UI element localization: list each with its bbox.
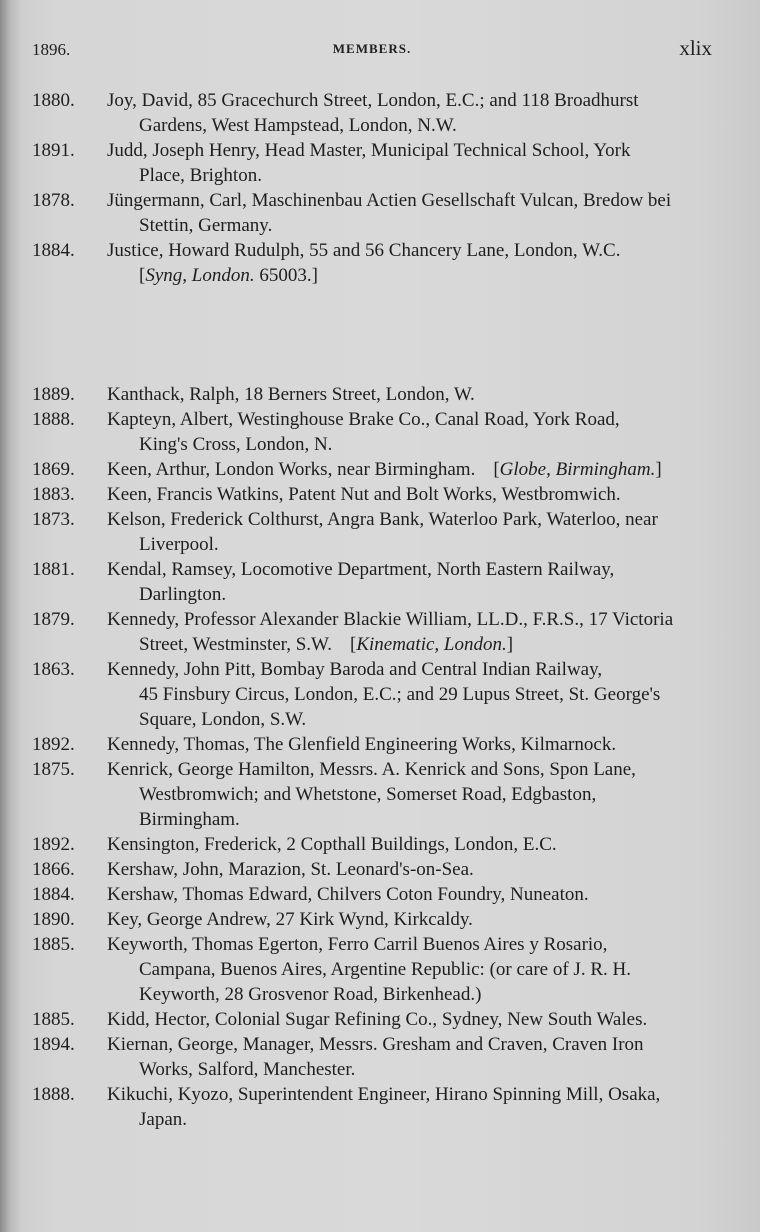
telegraphic-address: [Syng, London. 65003.] bbox=[139, 265, 318, 286]
election-year: 1888. bbox=[32, 1084, 75, 1105]
member-entry bbox=[32, 607, 724, 657]
member-entry bbox=[32, 932, 724, 1007]
member-name-line bbox=[107, 1007, 724, 1032]
address-line bbox=[107, 682, 724, 707]
member-entry bbox=[32, 907, 724, 932]
member-group-j bbox=[32, 88, 724, 288]
election-year: 1878. bbox=[32, 190, 75, 211]
address-line bbox=[107, 532, 724, 557]
member-entry bbox=[32, 1082, 724, 1132]
member-entry bbox=[32, 138, 724, 188]
member-entry bbox=[32, 382, 724, 407]
address-line bbox=[107, 632, 724, 657]
entry-text: Kennedy, John Pitt, Bombay Baroda and Central Indian Railway, bbox=[107, 659, 603, 680]
member-entry bbox=[32, 1032, 724, 1082]
election-year: 1881. bbox=[32, 559, 75, 580]
member-entry bbox=[32, 882, 724, 907]
member-name-line bbox=[107, 238, 724, 263]
address-line bbox=[107, 113, 724, 138]
address-line bbox=[107, 782, 724, 807]
member-name-line bbox=[107, 507, 724, 532]
address-line bbox=[107, 957, 724, 982]
entry-text: Square, London, S.W. bbox=[139, 709, 307, 730]
entry-text: Keen, Francis Watkins, Patent Nut and Bolt Works, Westbromwich. bbox=[107, 484, 621, 505]
member-name-line bbox=[107, 482, 724, 507]
election-year: 1891. bbox=[32, 140, 75, 161]
member-entry bbox=[32, 832, 724, 857]
entry-text: Gardens, West Hampstead, London, N.W. bbox=[139, 115, 457, 136]
member-name-line bbox=[107, 457, 724, 482]
telegraphic-address: [Globe, Birmingham.] bbox=[493, 459, 662, 480]
member-list bbox=[32, 88, 724, 1132]
address-line bbox=[107, 807, 724, 832]
member-name-line bbox=[107, 857, 724, 882]
entry-text: Key, George Andrew, 27 Kirk Wynd, Kirkcaldy. bbox=[107, 909, 473, 930]
member-entry bbox=[32, 507, 724, 557]
member-entry bbox=[32, 1007, 724, 1032]
member-name-line bbox=[107, 382, 724, 407]
entry-text: King's Cross, London, N. bbox=[139, 434, 333, 455]
member-name-line bbox=[107, 607, 724, 632]
entry-text: Kershaw, Thomas Edward, Chilvers Coton Foundry, Nuneaton. bbox=[107, 884, 589, 905]
section-gap bbox=[32, 288, 724, 382]
address-line bbox=[107, 1057, 724, 1082]
entry-text: Kendal, Ramsey, Locomotive Department, North Eastern Railway, bbox=[107, 559, 615, 580]
member-entry bbox=[32, 757, 724, 832]
member-entry bbox=[32, 657, 724, 732]
member-name-line bbox=[107, 1032, 724, 1057]
entry-text: 45 Finsbury Circus, London, E.C.; and 29 Lupus Street, St. George's bbox=[139, 684, 661, 705]
election-year: 1880. bbox=[32, 90, 75, 111]
member-entry bbox=[32, 457, 724, 482]
member-name-line bbox=[107, 657, 724, 682]
address-line bbox=[107, 1107, 724, 1132]
member-entry bbox=[32, 188, 724, 238]
entry-text: Works, Salford, Manchester. bbox=[139, 1059, 356, 1080]
entry-text: Kershaw, John, Marazion, St. Leonard's-on-Sea. bbox=[107, 859, 474, 880]
election-year: 1890. bbox=[32, 909, 75, 930]
header-year: 1896. bbox=[32, 40, 71, 59]
member-name-line bbox=[107, 188, 724, 213]
entry-text: Kidd, Hector, Colonial Sugar Refining Co., Sydney, New South Wales. bbox=[107, 1009, 648, 1030]
member-entry bbox=[32, 857, 724, 882]
address-line bbox=[107, 707, 724, 732]
page-header bbox=[32, 36, 712, 60]
address-line bbox=[107, 432, 724, 457]
entry-text: Jüngermann, Carl, Maschinenbau Actien Gesellschaft Vulcan, Bredow bei bbox=[107, 190, 672, 211]
entry-text: Campana, Buenos Aires, Argentine Republic: (or care of J. R. H. bbox=[139, 959, 631, 980]
election-year: 1888. bbox=[32, 409, 75, 430]
member-group-k bbox=[32, 382, 724, 1132]
member-name-line bbox=[107, 907, 724, 932]
entry-text: Keyworth, Thomas Egerton, Ferro Carril Buenos Aires y Rosario, bbox=[107, 934, 608, 955]
member-name-line bbox=[107, 757, 724, 782]
member-entry bbox=[32, 88, 724, 138]
entry-text: Kapteyn, Albert, Westinghouse Brake Co., Canal Road, York Road, bbox=[107, 409, 620, 430]
entry-text: Street, Westminster, S.W. bbox=[139, 634, 332, 655]
member-entry bbox=[32, 407, 724, 457]
election-year: 1875. bbox=[32, 759, 75, 780]
entry-text: Kennedy, Professor Alexander Blackie William, LL.D., F.R.S., 17 Victoria bbox=[107, 609, 674, 630]
member-name-line bbox=[107, 882, 724, 907]
election-year: 1866. bbox=[32, 859, 75, 880]
member-entry bbox=[32, 732, 724, 757]
entry-text: Keen, Arthur, London Works, near Birmingham. bbox=[107, 459, 476, 480]
entry-text: Kennedy, Thomas, The Glenfield Engineering Works, Kilmarnock. bbox=[107, 734, 617, 755]
election-year: 1863. bbox=[32, 659, 75, 680]
member-name-line bbox=[107, 138, 724, 163]
address-line bbox=[107, 582, 724, 607]
member-name-line bbox=[107, 407, 724, 432]
entry-text: Justice, Howard Rudulph, 55 and 56 Chancery Lane, London, W.C. bbox=[107, 240, 621, 261]
entry-text: Kiernan, George, Manager, Messrs. Gresham and Craven, Craven Iron bbox=[107, 1034, 644, 1055]
election-year: 1879. bbox=[32, 609, 75, 630]
election-year: 1885. bbox=[32, 1009, 75, 1030]
entry-text: Westbromwich; and Whetstone, Somerset Road, Edgbaston, bbox=[139, 784, 597, 805]
election-year: 1873. bbox=[32, 509, 75, 530]
election-year: 1883. bbox=[32, 484, 75, 505]
member-name-line bbox=[107, 1082, 724, 1107]
entry-text: Keyworth, 28 Grosvenor Road, Birkenhead.) bbox=[139, 984, 482, 1005]
member-name-line bbox=[107, 732, 724, 757]
page-number: xlix bbox=[679, 36, 712, 60]
entry-text: Kenrick, George Hamilton, Messrs. A. Kenrick and Sons, Spon Lane, bbox=[107, 759, 636, 780]
election-year: 1892. bbox=[32, 734, 75, 755]
member-name-line bbox=[107, 832, 724, 857]
election-year: 1869. bbox=[32, 459, 75, 480]
election-year: 1884. bbox=[32, 884, 75, 905]
entry-text: Kensington, Frederick, 2 Copthall Buildings, London, E.C. bbox=[107, 834, 557, 855]
election-year: 1884. bbox=[32, 240, 75, 261]
member-name-line bbox=[107, 88, 724, 113]
header-title: MEMBERS. bbox=[332, 41, 412, 56]
entry-text: Place, Brighton. bbox=[139, 165, 262, 186]
entry-text: Liverpool. bbox=[139, 534, 219, 555]
entry-text: Kanthack, Ralph, 18 Berners Street, London, W. bbox=[107, 384, 475, 405]
entry-text: Japan. bbox=[139, 1109, 188, 1130]
member-name-line bbox=[107, 932, 724, 957]
entry-text: Darlington. bbox=[139, 584, 227, 605]
member-entry bbox=[32, 482, 724, 507]
member-name-line bbox=[107, 557, 724, 582]
address-line bbox=[107, 163, 724, 188]
member-entry bbox=[32, 238, 724, 288]
address-line bbox=[107, 213, 724, 238]
entry-text: Kikuchi, Kyozo, Superintendent Engineer, Hirano Spinning Mill, Osaka, bbox=[107, 1084, 661, 1105]
election-year: 1889. bbox=[32, 384, 75, 405]
entry-text: Birmingham. bbox=[139, 809, 240, 830]
election-year: 1894. bbox=[32, 1034, 75, 1055]
address-line bbox=[107, 982, 724, 1007]
telegraphic-address: [Kinematic, London.] bbox=[349, 634, 514, 655]
entry-text: Joy, David, 85 Gracechurch Street, London, E.C.; and 118 Broadhurst bbox=[107, 90, 639, 111]
entry-text: Stettin, Germany. bbox=[139, 215, 273, 236]
member-entry bbox=[32, 557, 724, 607]
entry-text: Judd, Joseph Henry, Head Master, Municipal Technical School, York bbox=[107, 140, 631, 161]
election-year: 1885. bbox=[32, 934, 75, 955]
election-year: 1892. bbox=[32, 834, 75, 855]
entry-text: Kelson, Frederick Colthurst, Angra Bank, Waterloo Park, Waterloo, near bbox=[107, 509, 658, 530]
